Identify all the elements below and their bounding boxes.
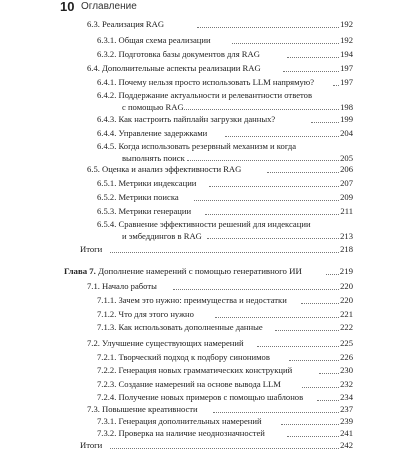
toc-entry-title: Дополнение намерений с помощью генеративного ИИ [98,266,302,276]
toc-entry-number: 7.2.4. [97,392,117,402]
toc-entry-subsection[interactable] [97,322,353,334]
toc-entry-title: Оценка и анализ эффективности RAG [102,164,242,174]
toc-entry-page: 241 [340,428,353,438]
toc-entry-page: 226 [340,352,353,362]
toc-entry-title: Повышение креативности [102,404,198,414]
toc-entry-title: Управление задержками [118,128,208,138]
toc-entry-subsection[interactable] [97,416,353,428]
dot-leader [326,274,339,275]
toc-entry-subsection[interactable] [97,392,353,404]
toc-entry-page: 222 [340,322,353,332]
toc-entry-section[interactable] [87,63,353,75]
dot-leader [213,412,339,413]
dot-leader [187,160,339,161]
toc-entry-subsection[interactable] [97,428,353,440]
toc-entry-title: Поддержание актуальности и релевантности ответов [118,90,313,100]
toc-entry-number: 6.4.5. [97,141,117,151]
toc-entry-number: 6.4.3. [97,114,117,124]
toc-entry-subsection[interactable] [97,128,353,140]
toc-entry-number: 7.3.1. [97,416,117,426]
toc-entry-number: 7.2. [87,338,100,348]
toc-entry-summary[interactable] [80,244,353,256]
toc-entry-title: Реализация RAG [102,19,165,29]
dot-leader [194,200,339,201]
toc-entry-title: Улучшение существующих намерений [102,338,244,348]
toc-entry-title: Метрики генерации [118,206,192,216]
toc-entry-number: 7.1.2. [97,309,117,319]
toc-entry-subsection[interactable] [97,219,353,242]
toc-entry-title: Дополнительные аспекты реализации RAG [102,63,261,73]
page-number: 10 [60,0,75,14]
toc-entry-page: 239 [340,416,353,426]
dot-leader [205,214,339,215]
toc-entry-number: 6.5.3. [97,206,117,216]
toc-entry-number: 6.3.2. [97,49,117,59]
toc-entry-subsection[interactable] [97,379,353,391]
toc-entry-number: 7.1. [87,281,100,291]
running-header-title: Оглавление [81,1,137,12]
toc-entry-title-continued: и эмбеддингов в RAG [122,230,202,241]
toc-entry-number: 7.1.1. [97,295,117,305]
toc-entry-page: 205 [340,152,353,163]
toc-entry-page: 197 [340,63,353,73]
toc-entry-page: 206 [340,164,353,174]
toc-entry-number: 6.3. [87,19,100,29]
toc-entry-title: Сравнение эффективности решений для индексации [118,219,311,229]
toc-entry-subsection[interactable] [97,49,353,61]
toc-entry-subsection[interactable] [97,309,353,321]
toc-entry-title: Начало работы [102,281,157,291]
dot-leader [302,387,339,388]
dot-leader [182,109,339,110]
dot-leader [110,448,339,449]
dot-leader [207,238,339,239]
dot-leader [281,424,339,425]
toc-entry-page: 198 [340,101,353,112]
toc-entry-title: Почему нельзя просто использовать LLM напрямую? [118,77,315,87]
dot-leader [267,172,339,173]
dot-leader [197,27,339,28]
dot-leader [317,400,339,401]
toc-entry-title: Генерация дополнительных намерений [118,416,262,426]
toc-entry-chapter[interactable] [64,266,353,278]
toc-entry-page: 194 [340,49,353,59]
dot-leader [287,57,339,58]
dot-leader [110,252,339,253]
toc-entry-subsection[interactable] [97,77,353,89]
dot-leader [232,43,339,44]
toc-entry-number: 6.5.4. [97,219,117,229]
toc-entry-number: 7.2.2. [97,365,117,375]
toc-entry-page: 192 [340,19,353,29]
toc-entry-page: 232 [340,379,353,389]
toc-entry-title-continued: с помощью RAG [122,101,184,112]
toc-entry-page: 209 [340,192,353,202]
toc-entry-title: Общая схема реализации [118,35,211,45]
toc-entry-title: Подготовка базы документов для RAG [118,49,260,59]
toc-entry-number: 6.5.1. [97,178,117,188]
toc-entry-page: 234 [340,392,353,402]
toc-entry-number: 7.3.2. [97,428,117,438]
dot-leader [283,71,339,72]
toc-entry-section[interactable] [87,19,353,31]
toc-entry-title: Метрики индексации [118,178,197,188]
toc-entry-section[interactable] [87,281,353,293]
toc-entry-page: 237 [340,404,353,414]
toc-entry-page: 199 [340,114,353,124]
dot-leader [287,436,339,437]
toc-entry-subsection[interactable] [97,365,353,377]
toc-entry-number: 6.4.4. [97,128,117,138]
toc-entry-number: 6.4.1. [97,77,117,87]
toc-entry-title: Творческий подход к подбору синонимов [118,352,270,362]
toc-entry-summary[interactable] [80,440,353,452]
toc-entry-title: Как настроить пайплайн загрузки данных? [118,114,276,124]
toc-entry-page: 197 [340,77,353,87]
toc-entry-page: 220 [340,281,353,291]
toc-entry-subsection[interactable] [97,35,353,47]
toc-entry-title: Как использовать дополненные данные [118,322,263,332]
toc-entry-title: Что для этого нужно [118,309,194,319]
toc-entry-page: 218 [340,244,353,254]
toc-entry-section[interactable] [87,338,353,350]
toc-entry-page: 207 [340,178,353,188]
toc-entry-subsection[interactable] [97,178,353,190]
toc-entry-title: Метрики поиска [118,192,179,202]
toc-entry-number: 7.2.1. [97,352,117,362]
toc-entry-title: Генерация новых грамматических конструкций [118,365,293,375]
dot-leader [275,330,339,331]
toc-entry-title: Зачем это нужно: преимущества и недостатки [118,295,287,305]
toc-entry-subsection[interactable] [97,114,353,126]
toc-entry-page: 220 [340,295,353,305]
toc-entry-page: 211 [340,206,353,216]
toc-entry-page: 242 [340,440,353,450]
toc-entry-subsection[interactable] [97,141,353,164]
toc-entry-number: 7.1.3. [97,322,117,332]
toc-entry-title: Создание намерений на основе вывода LLM [118,379,281,389]
toc-entry-number: 6.4.2. [97,90,117,100]
toc-entry-title-continued: выполнять поиск [122,152,185,163]
dot-leader [209,186,339,187]
toc-entry-number: 6.5.2. [97,192,117,202]
dot-leader [225,136,339,137]
toc-entry-page: 192 [340,35,353,45]
dot-leader [319,373,339,374]
toc-chapter-number: Глава 7. [64,266,96,276]
toc-entry-page: 230 [340,365,353,375]
toc-entry-subsection[interactable] [97,206,353,218]
toc-entry-page: 204 [340,128,353,138]
toc-entry-section[interactable] [87,164,353,176]
toc-entry-number: 7.2.3. [97,379,117,389]
dot-leader [257,346,339,347]
toc-entry-title: Проверка на наличие неоднозначностей [118,428,265,438]
toc-entry-number: 6.3.1. [97,35,117,45]
toc-entry-title: Когда использовать резервный механизм и когда [118,141,297,151]
toc-entry-subsection[interactable] [97,295,353,307]
toc-entry-title: Получение новых примеров с помощью шаблонов [118,392,304,402]
toc-entry-section[interactable] [87,404,353,416]
toc-entry-page: 221 [340,309,353,319]
dot-leader [215,317,339,318]
dot-leader [311,122,339,123]
toc-entry-subsection[interactable] [97,192,353,204]
dot-leader [301,303,339,304]
toc-entry-title: Итоги [80,440,103,450]
dot-leader [173,289,339,290]
toc-entry-number: 6.4. [87,63,100,73]
toc-entry-number: 7.3. [87,404,100,414]
toc-entry-page: 225 [340,338,353,348]
toc-entry-title: Итоги [80,244,103,254]
toc-entry-number: 6.5. [87,164,100,174]
toc-entry-subsection[interactable] [97,352,353,364]
dot-leader [289,360,339,361]
toc-entry-subsection[interactable] [97,90,353,113]
toc-entry-page: 219 [339,266,353,276]
toc-entry-page: 213 [340,230,353,241]
